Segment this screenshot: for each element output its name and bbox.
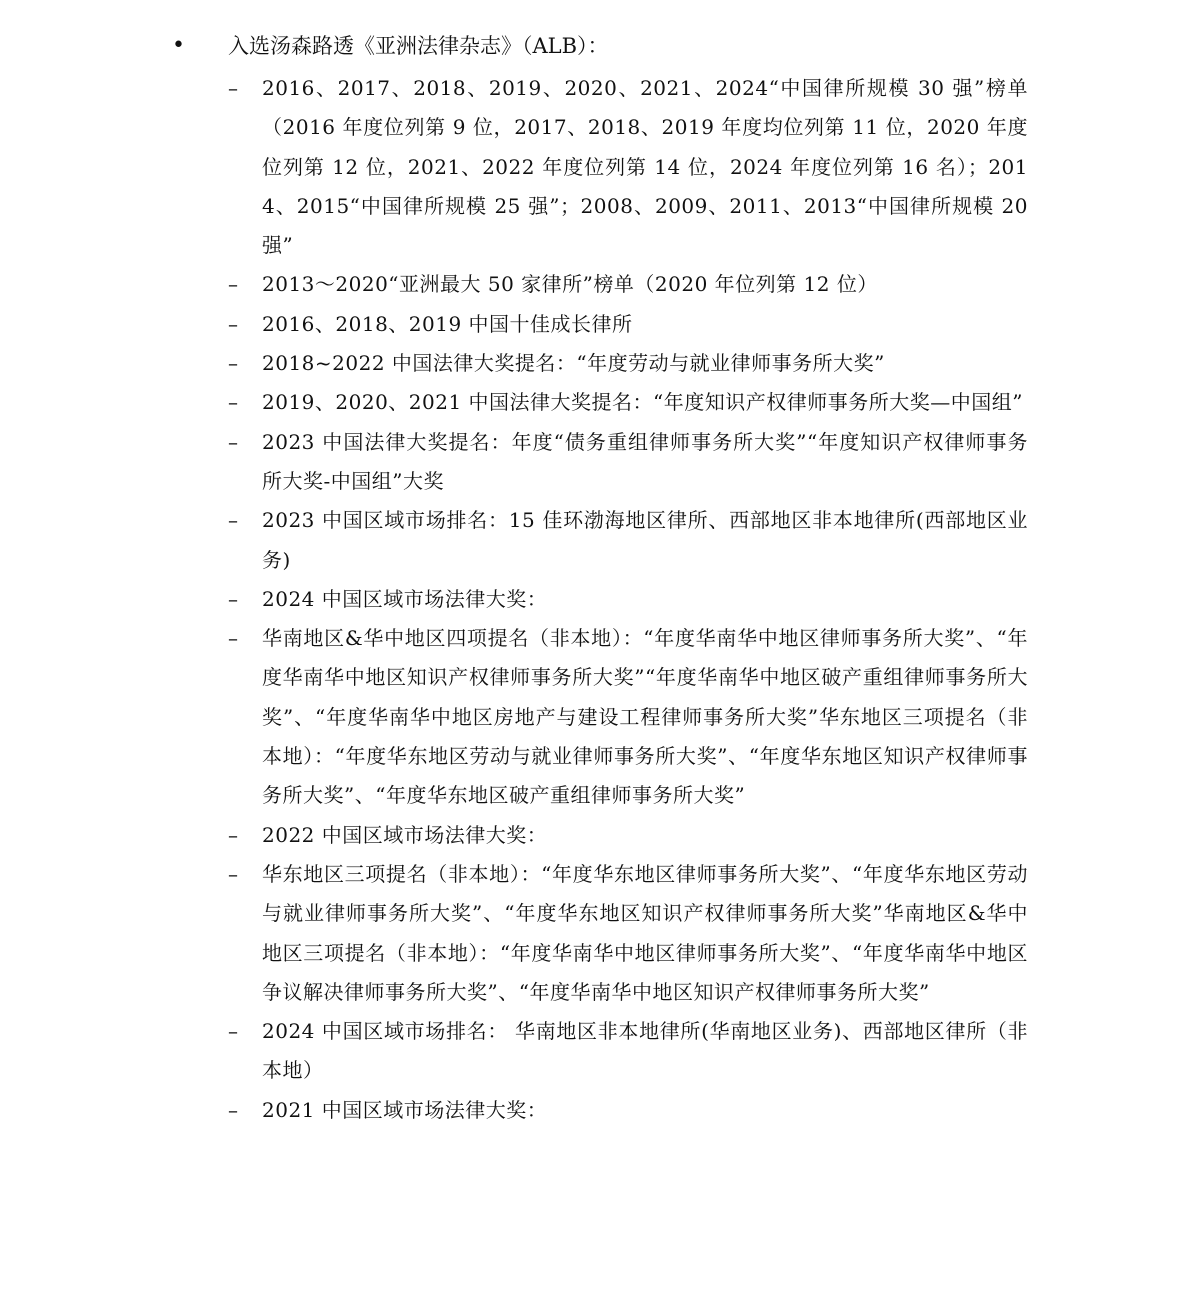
dash-icon: – [228,861,239,886]
dash-icon: – [228,311,239,336]
list-item [228,1012,1028,1091]
list-item [228,619,1028,815]
list-item [228,580,1028,619]
list-item-text: 2024 中国区域市场法律大奖： [262,586,548,611]
list-item [228,265,1028,304]
list-item-text: 2016、2017、2018、2019、2020、2021、2024“中国律所规模 30 强”榜单（2016 年度位列第 9 位，2017、2018、2019 年度均位列第 11 位，2020 年度位列第 12 位，2021、2022 年度位列第 14 位，2024 年度位列第 16 名）；2014、2015“中国律所规模 25 强”；2008、2009、2011、2013“中国律所规模 20 强” [262,76,1028,258]
list-item-text: 2024 中国区域市场排名： 华南地区非本地律所(华南地区业务)、西部地区律所（非本地） [262,1019,1028,1083]
main-bullet-item [172,31,609,61]
bullet-icon: • [172,33,185,58]
list-item [228,69,1028,265]
list-item [228,423,1028,502]
dash-icon: – [228,1097,239,1122]
dash-icon: – [228,822,239,847]
list-item [228,816,1028,855]
dash-icon: – [228,508,239,533]
dash-icon: – [228,351,239,376]
list-item [228,501,1028,580]
list-item-text: 2021 中国区域市场法律大奖： [262,1097,548,1122]
list-item [228,344,1028,383]
list-item-text: 2019、2020、2021 中国法律大奖提名：“年度知识产权律师事务所大奖—中国组” [262,390,1024,415]
list-item-text: 2023 中国区域市场排名：15 佳环渤海地区律所、西部地区非本地律所(西部地区业务) [262,508,1028,572]
award-list [228,69,1028,1130]
dash-icon: – [228,76,239,100]
bullet-heading-text: 入选汤森路透《亚洲法律杂志》（ALB）： [228,34,609,58]
dash-icon: – [228,1019,239,1044]
list-item-text: 2023 中国法律大奖提名：年度“债务重组律师事务所大奖”“年度知识产权律师事务所大奖-中国组”大奖 [262,429,1028,493]
list-item-text: 2022 中国区域市场法律大奖： [262,822,548,847]
dash-icon: – [228,390,239,415]
dash-icon: – [228,429,239,454]
dash-icon: – [228,626,239,651]
list-item-text: 2013～2020“亚洲最大 50 家律所”榜单（2020 年位列第 12 位） [262,272,878,297]
list-item [228,383,1028,422]
dash-icon: – [228,272,239,297]
list-item-text: 华南地区&华中地区四项提名（非本地）：“年度华南华中地区律师事务所大奖”、“年度华南华中地区知识产权律师事务所大奖”“年度华南华中地区破产重组律师事务所大奖”、“年度华南华中地区房地产与建设工程律师事务所大奖”华东地区三项提名（非本地）：“年度华东地区劳动与就业律师事务所大奖”、“年度华东地区知识产权律师事务所大奖”、“年度华东地区破产重组律师事务所大奖” [262,626,1028,808]
list-item [228,855,1028,1012]
list-item-text: 2016、2018、2019 中国十佳成长律所 [262,311,633,336]
list-item-text: 2018~2022 中国法律大奖提名：“年度劳动与就业律师事务所大奖” [262,351,885,376]
dash-icon: – [228,586,239,611]
list-item [228,305,1028,344]
list-item-text: 华东地区三项提名（非本地）：“年度华东地区律师事务所大奖”、“年度华东地区劳动与就业律师事务所大奖”、“年度华东地区知识产权律师事务所大奖”华南地区&华中地区三项提名（非本地）：“年度华南华中地区律师事务所大奖”、“年度华南华中地区争议解决律师事务所大奖”、“年度华南华中地区知识产权律师事务所大奖” [262,861,1028,1004]
list-item [228,1091,1028,1130]
